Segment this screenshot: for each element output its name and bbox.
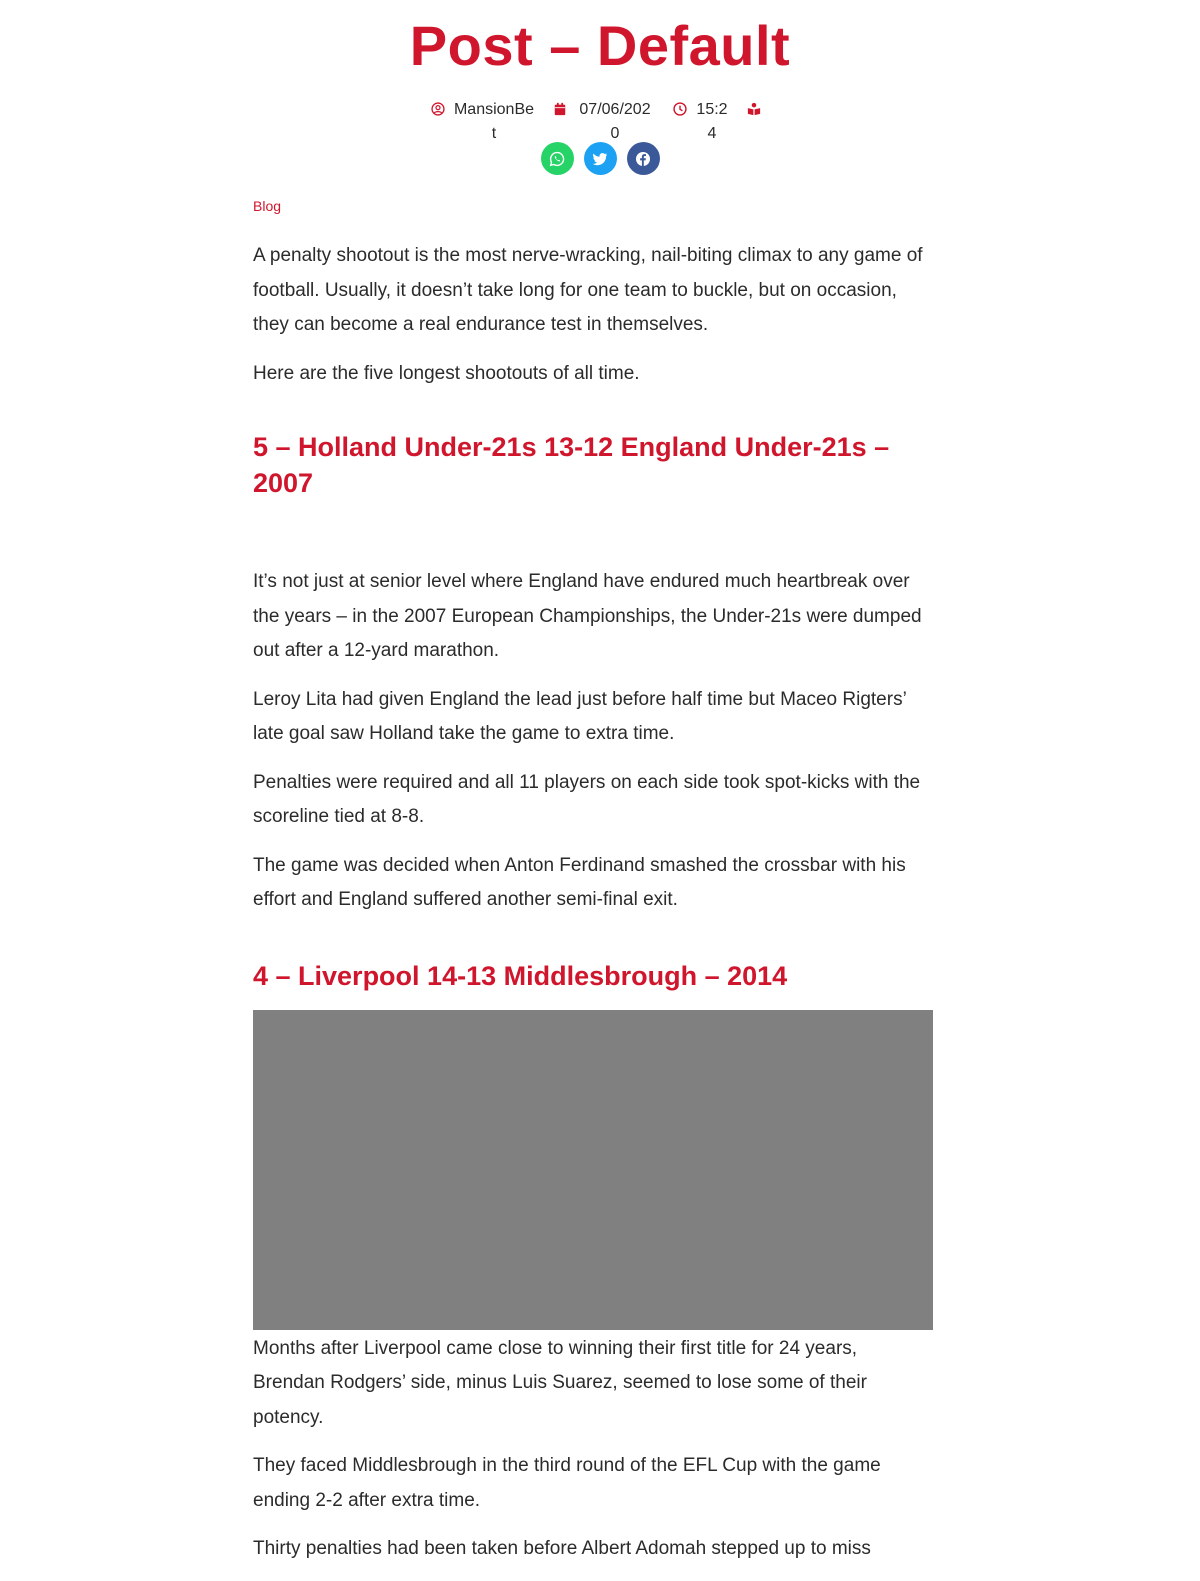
share-whatsapp-button[interactable]: [541, 142, 574, 175]
share-facebook-button[interactable]: [627, 142, 660, 175]
section-paragraph: Thirty penalties had been taken before Albert Adomah stepped up to miss: [253, 1538, 871, 1559]
intro-paragraph: A penalty shootout is the most nerve-wracking, nail-biting climax to any game of football. Usually, it doesn’t take long for one team to buckle, but on occasion, they can become a real endurance test in themselves.: [253, 245, 923, 335]
post-date-value: 07/06/2020: [579, 101, 651, 142]
article-content: [253, 196, 933, 1581]
calendar-icon: [553, 102, 567, 116]
facebook-icon: [635, 151, 651, 167]
page-title: Post – Default: [409, 14, 791, 77]
user-circle-icon: [431, 102, 445, 116]
book-reader-icon: [747, 102, 761, 116]
post-author[interactable]: [431, 98, 535, 146]
post-time-value: 15:24: [696, 101, 728, 142]
section-heading: 5 – Holland Under-21s 13-12 England Under-21s – 2007: [253, 432, 890, 498]
section-paragraph: They faced Middlesbrough in the third round of the EFL Cup with the game ending 2-2 after extra time.: [253, 1455, 881, 1511]
clock-icon: [673, 102, 687, 116]
category-link-blog[interactable]: Blog: [253, 198, 282, 214]
share-buttons: [0, 142, 1200, 175]
share-twitter-button[interactable]: [584, 142, 617, 175]
post-author-name: MansionBet: [453, 101, 535, 142]
post-category-meta[interactable]: [747, 98, 769, 146]
section-paragraph: Months after Liverpool came close to winning their first title for 24 years, Brendan Rodgers’ side, minus Luis Suarez, seemed to lose some of their potency.: [253, 1337, 867, 1428]
section-paragraph: Leroy Lita had given England the lead just before half time but Maceo Rigters’ late goal saw Holland take the game to extra time.: [253, 688, 907, 744]
post-date[interactable]: [553, 98, 655, 146]
whatsapp-icon: [549, 151, 565, 167]
section-heading: 4 – Liverpool 14-13 Middlesbrough – 2014: [253, 960, 788, 991]
section-paragraph: Penalties were required and all 11 players on each side took spot-kicks with the scoreline tied at 8-8.: [253, 771, 921, 827]
post-time: [673, 98, 729, 146]
section-paragraph: The game was decided when Anton Ferdinand smashed the crossbar with his effort and England suffered another semi-final exit.: [253, 854, 906, 910]
twitter-icon: [592, 151, 608, 167]
post-meta: [0, 98, 1200, 146]
intro-paragraph: Here are the five longest shootouts of all time.: [253, 362, 640, 384]
section-paragraph: It’s not just at senior level where England have endured much heartbreak over the years – in the 2007 European Championships, the Under-21s were dumped out after a 12-yard marathon.: [253, 571, 922, 661]
embedded-video-placeholder[interactable]: [253, 1010, 933, 1330]
